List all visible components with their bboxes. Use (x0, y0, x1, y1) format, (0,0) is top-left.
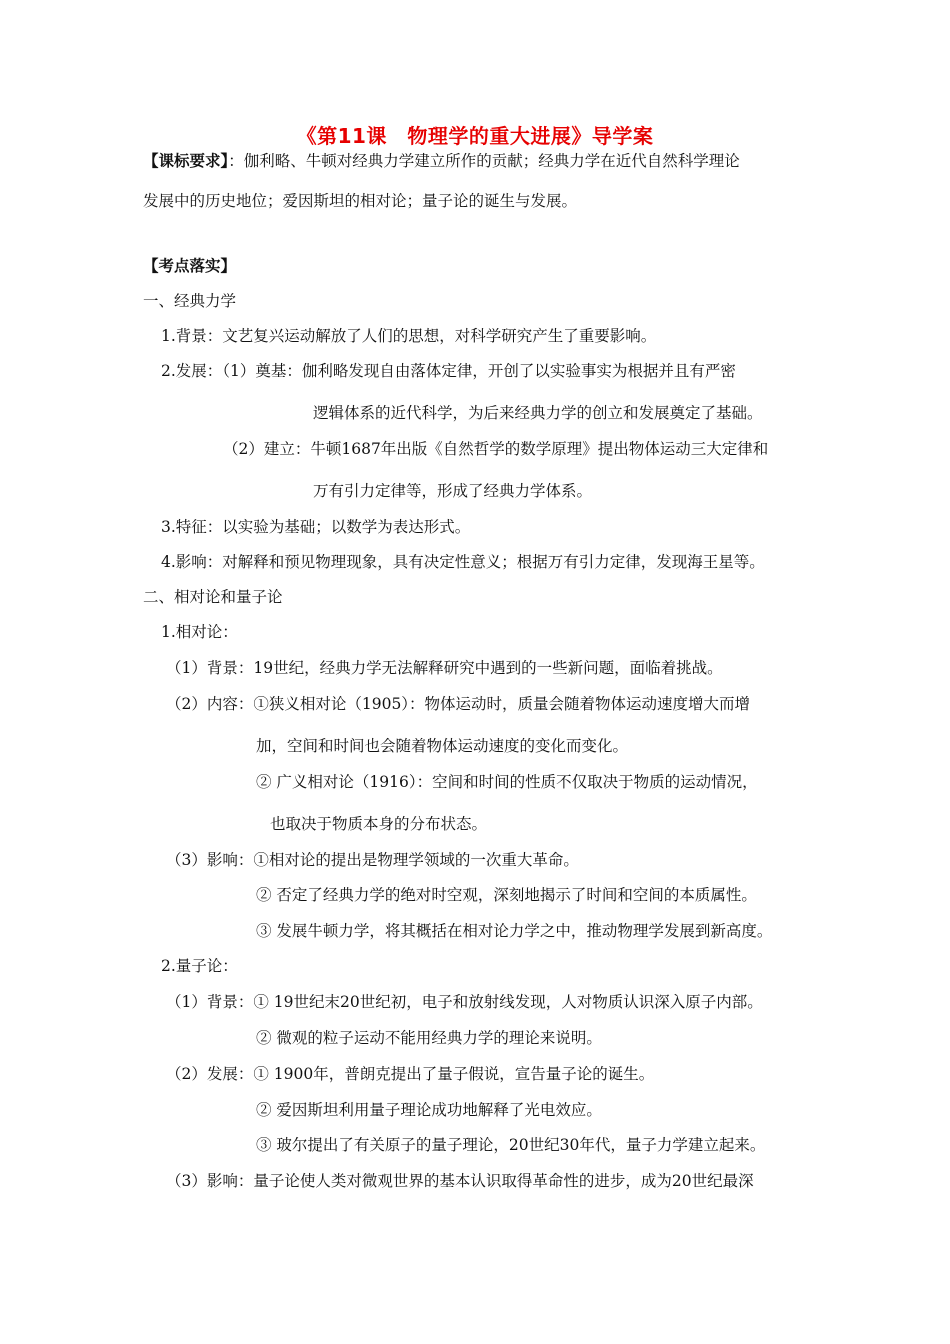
relativity-content-1b: 加，空间和时间也会随着物体运动速度的变化而变化。 (256, 737, 629, 755)
relativity-impact-2: ② 否定了经典力学的绝对时空观，深刻地揭示了时间和空间的本质属性。 (256, 886, 757, 904)
quantum-development-1: （2）发展：① 1900年，普朗克提出了量子假说，宣告量子论的诞生。 (166, 1065, 655, 1083)
quantum-background-2: ② 微观的粒子运动不能用经典力学的理论来说明。 (256, 1029, 602, 1047)
relativity-heading: 1.相对论： (161, 623, 238, 641)
relativity-content-1a: （2）内容：①狭义相对论（1905）：物体运动时，质量会随着物体运动速度增大而增 (166, 695, 751, 713)
relativity-impact-3: ③ 发展牛顿力学，将其概括在相对论力学之中，推动物理学发展到新高度。 (256, 922, 773, 940)
key-points-label: 【考点落实】 (143, 257, 237, 275)
quantum-development-3: ③ 玻尔提出了有关原子的量子理论，20世纪30年代，量子力学建立起来。 (256, 1136, 766, 1154)
quantum-development-2: ② 爱因斯坦利用量子理论成功地解释了光电效应。 (256, 1101, 602, 1119)
relativity-background: （1）背景：19世纪，经典力学无法解释研究中遇到的一些新问题，面临着挑战。 (166, 659, 723, 677)
quantum-heading: 2.量子论： (161, 957, 238, 975)
quantum-impact: （3）影响：量子论使人类对微观世界的基本认识取得革命性的进步，成为20世纪最深 (166, 1172, 754, 1190)
s1-development-1a: 2.发展：（1）奠基：伽利略发现自由落体定律，开创了以实验事实为根据并且有严密 (161, 362, 736, 380)
standard-line-2: 发展中的历史地位；爱因斯坦的相对论；量子论的诞生与发展。 (143, 192, 578, 210)
section-2-heading: 二、相对论和量子论 (143, 588, 283, 606)
s1-feature: 3.特征：以实验为基础；以数学为表达形式。 (161, 518, 471, 536)
relativity-content-2b: 也取决于物质本身的分布状态。 (270, 815, 488, 833)
relativity-content-2a: ② 广义相对论（1916）：空间和时间的性质不仅取决于物质的运动情况， (256, 773, 758, 791)
standard-label: 【课标要求】 (143, 152, 229, 170)
standard-text-1: ：伽利略、牛顿对经典力学建立所作的贡献；经典力学在近代自然科学理论 (228, 152, 740, 170)
s1-impact: 4.影响：对解释和预见物理现象，具有决定性意义；根据万有引力定律，发现海王星等。 (161, 553, 765, 571)
s1-development-2b: 万有引力定律等，形成了经典力学体系。 (313, 482, 593, 500)
section-1-heading: 一、经典力学 (143, 292, 237, 310)
s1-background: 1.背景：文艺复兴运动解放了人们的思想，对科学研究产生了重要影响。 (161, 327, 657, 345)
relativity-impact-1: （3）影响：①相对论的提出是物理学领域的一次重大革命。 (166, 851, 579, 869)
document-title: 《第11课 物理学的重大进展》导学案 (296, 124, 654, 148)
standard-line-1 (143, 150, 740, 172)
quantum-background-1: （1）背景：① 19世纪末20世纪初，电子和放射线发现，人对物质认识深入原子内部。 (166, 993, 763, 1011)
s1-development-1b: 逻辑体系的近代科学，为后来经典力学的创立和发展奠定了基础。 (313, 404, 763, 422)
s1-development-2a: （2）建立：牛顿1687年出版《自然哲学的数学原理》提出物体运动三大定律和 (223, 440, 769, 458)
